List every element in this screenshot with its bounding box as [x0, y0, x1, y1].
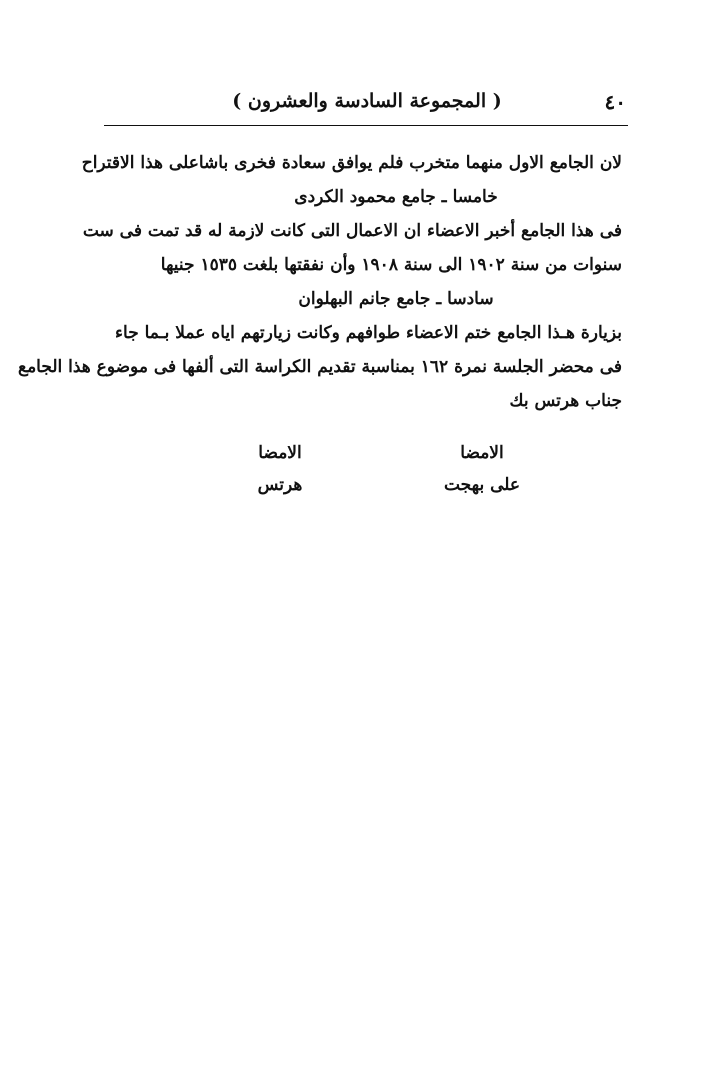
- body-line-8: جناب هرتس بك: [509, 391, 622, 411]
- signature-label-left: الامضا: [258, 443, 302, 463]
- body-line-4: سنوات من سنة ١٩٠٢ الى سنة ١٩٠٨ وأن نفقتها بلغت ١٥٣٥ جنيها: [160, 255, 622, 275]
- page-number: ٤٠: [604, 90, 626, 114]
- header-rule: [104, 125, 628, 126]
- signature-label-right: الامضا: [460, 443, 504, 463]
- signature-name-left: هرتس: [257, 475, 303, 495]
- section-heading-sixth: سادسا ـ جامع جانم البهلوان: [298, 289, 494, 309]
- body-text: [18, 146, 622, 418]
- body-line-7: فى محضر الجلسة نمرة ١٦٢ بمناسبة تقديم الكراسة التى ألفها فى موضوع هذا الجامع: [18, 357, 622, 377]
- running-title: ( المجموعة السادسة والعشرون ): [232, 90, 502, 112]
- section-heading-fifth: خامسا ـ جامع محمود الكردى: [294, 187, 498, 207]
- body-line-6: بزيارة هـذا الجامع ختم الاعضاء طوافهم وكانت زيارتهم اياه عملا بـما جاء: [115, 323, 622, 343]
- body-line-1: لان الجامع الاول منهما متخرب فلم يوافق سعادة فخرى باشاعلى هذا الاقتراح: [81, 153, 622, 173]
- signature-name-right: على بهجت: [443, 475, 521, 495]
- body-line-3: فى هذا الجامع أخبر الاعضاء ان الاعمال التى كانت لازمة له قد تمت فى ست: [82, 221, 622, 241]
- signature-names-row: [130, 468, 622, 502]
- signature-labels-row: [130, 436, 622, 470]
- page-header: [108, 86, 626, 122]
